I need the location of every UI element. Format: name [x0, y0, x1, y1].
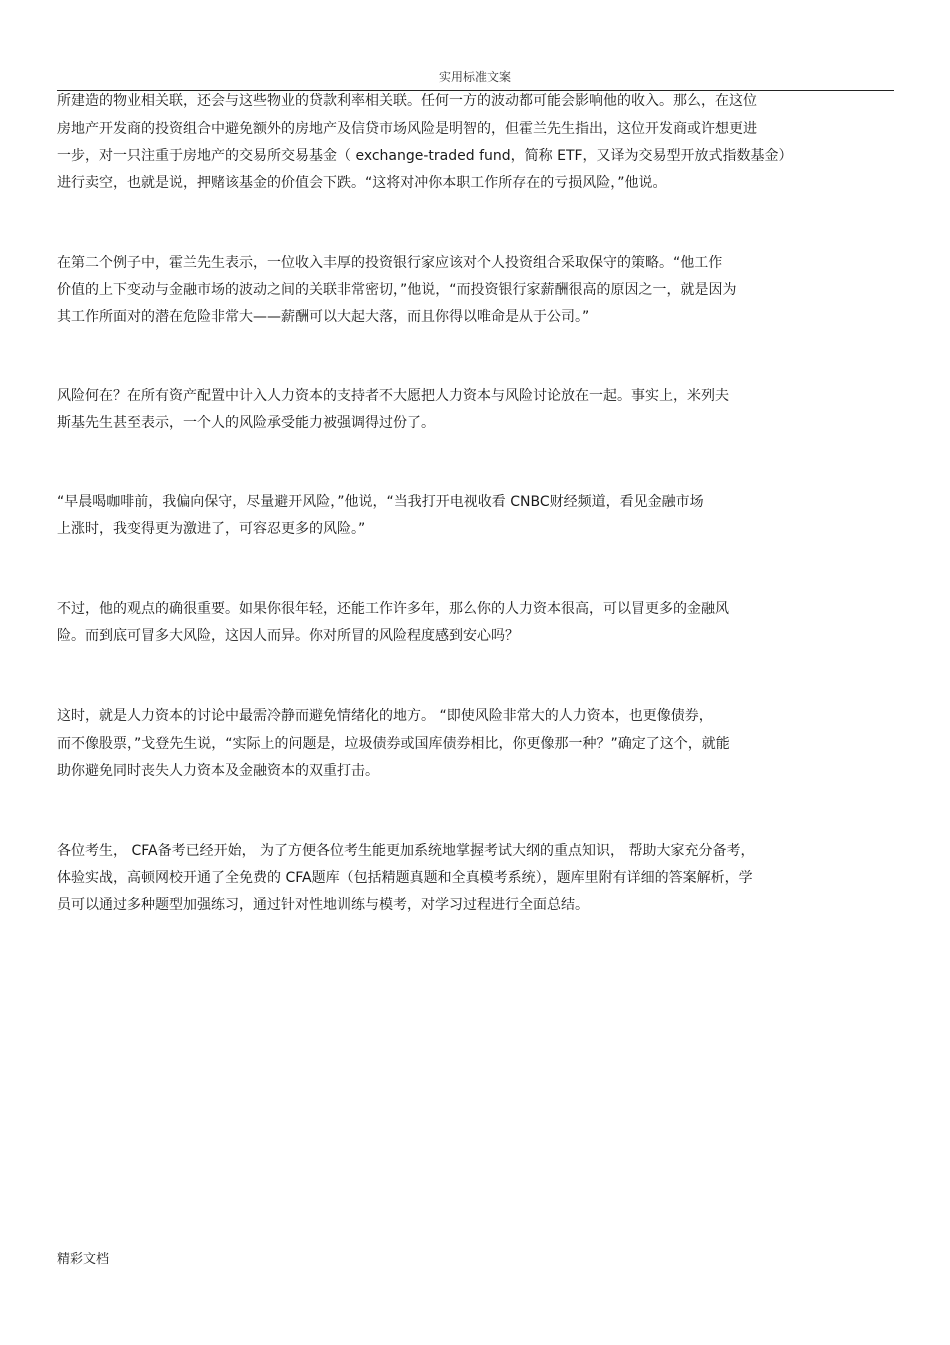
paragraph-2-line-3: 其工作所面对的潜在危险非常大——薪酬可以大起大落，而且你得以唯命是从于公司。” [57, 309, 590, 325]
paragraph-7-line-1: 各位考生， CFA备考已经开始， 为了方便各位考生能更加系统地掌握考试大纲的重点知识， 帮助大家充分备考， [57, 843, 755, 859]
page-header-title: 实用标准文案 [438, 70, 511, 84]
paragraph-6-line-2: 而不像股票，”戈登先生说，“实际上的问题是，垃圾债券或国库债券相比，你更像那一种？”确定了这个，就能 [57, 736, 730, 752]
paragraph-5-line-1: 不过，他的观点的确很重要。如果你很年轻，还能工作许多年，那么你的人力资本很高，可以冒更多的金融风 [57, 601, 729, 617]
paragraph-5-line-2: 险。而到底可冒多大风险，这因人而异。你对所冒的风险程度感到安心吗？ [57, 628, 519, 644]
paragraph-4-line-2: 上涨时，我变得更为激进了，可容忍更多的风险。” [57, 521, 366, 537]
paragraph-7-line-3: 员可以通过多种题型加强练习，通过针对性地训练与模考，对学习过程进行全面总结。 [57, 897, 589, 913]
paragraph-1-line-4: 进行卖空，也就是说，押赌该基金的价值会下跌。“这将对冲你本职工作所存在的亏损风险，”他说。 [57, 175, 667, 191]
page-footer: 精彩文档 [57, 1252, 110, 1267]
paragraph-3-line-2: 斯基先生甚至表示，一个人的风险承受能力被强调得过份了。 [57, 415, 435, 431]
paragraph-7-line-2: 体验实战，高顿网校开通了全免费的 CFA题库（包括精题真题和全真模考系统），题库里附有详细的答案解析，学 [57, 870, 753, 886]
header-divider [57, 90, 894, 91]
paragraph-3-line-1: 风险何在？在所有资产配置中计入人力资本的支持者不大愿把人力资本与风险讨论放在一起。事实上，米列夫 [57, 388, 729, 404]
paragraph-2-line-2: 价值的上下变动与金融市场的波动之间的关联非常密切，”他说，“而投资银行家薪酬很高的原因之一，就是因为 [57, 282, 737, 298]
paragraph-4-line-1: “早晨喝咖啡前，我偏向保守，尽量避开风险，”他说，“当我打开电视收看 CNBC财经频道，看见金融市场 [57, 494, 704, 510]
paragraph-1-line-2: 房地产开发商的投资组合中避免额外的房地产及信贷市场风险是明智的，但霍兰先生指出，这位开发商或许想更进 [57, 121, 757, 137]
paragraph-6-line-1: 这时，就是人力资本的讨论中最需冷静而避免情绪化的地方。 “即使风险非常大的人力资本，也更像债券， [57, 708, 713, 724]
paragraph-1-line-3: 一步，对一只注重于房地产的交易所交易基金（ exchange-traded fund，简称 ETF，又译为交易型开放式指数基金） [57, 148, 793, 164]
paragraph-6-line-3: 助你避免同时丧失人力资本及金融资本的双重打击。 [57, 763, 379, 779]
paragraph-1-line-1: 所建造的物业相关联，还会与这些物业的贷款利率相关联。任何一方的波动都可能会影响他的收入。那么，在这位 [57, 93, 757, 109]
paragraph-2-line-1: 在第二个例子中，霍兰先生表示，一位收入丰厚的投资银行家应该对个人投资组合采取保守的策略。“他工作 [57, 255, 723, 271]
